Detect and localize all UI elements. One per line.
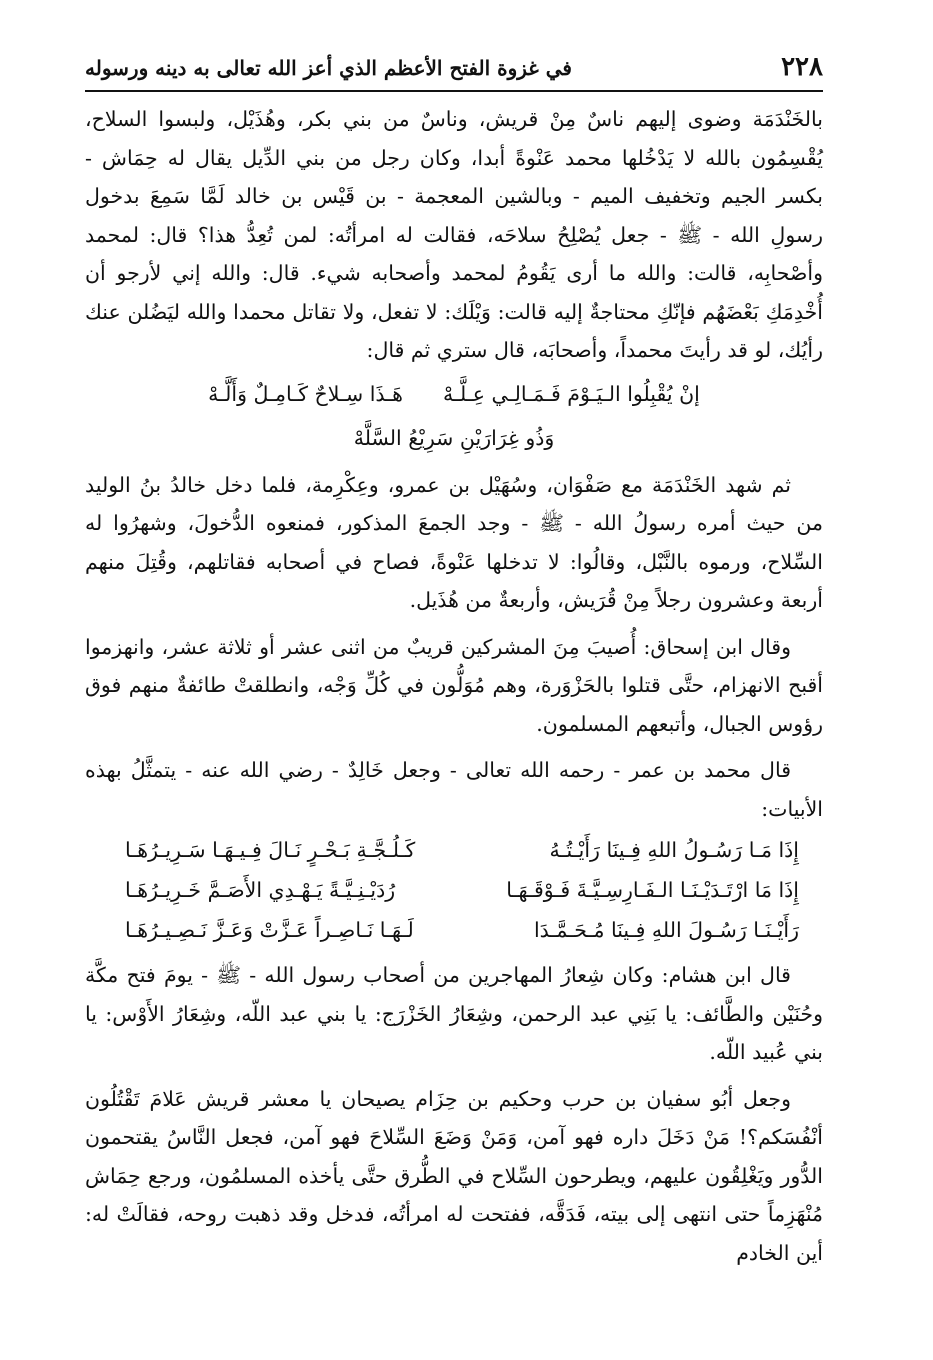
- verse-single-line: وَذُو غِرَارَيْنِ سَرِيْعُ السَّلَّهْ: [353, 425, 555, 450]
- page-body: [85, 100, 823, 1272]
- poem-hemistich-a: إِذَا مَا ارْتَـدَيْـنَـا الـفَـارِسِـيَّـةَ فَـوْقَـهَـا: [506, 878, 799, 902]
- poem-verse: [125, 870, 799, 910]
- paragraph-6: وجعل أبُو سفيان بن حرب وحكيم بن حِزَام يصيحان يا معشر قريش عَلامَ تَقْتُلُون أنْفُسَكم؟! مَنْ دَخَلَ داره فهو آمن، وَمَنْ وَضَعَ السِّلاحَ فهو آمن، فجعل النَّاسُ يقتحمون الدُّور ويَغْلِقُون عليهم، ويطرحون السِّلاح في الطُّرق حتَّى يأخذه المسلمُون، ورجع حِمَاش مُنْهَزِماً حتى انتهى إلى بيته، فَدَقَّه، ففتحت له امرأتُه، فدخل وقد ذهبت روحه، فقالَتْ له: أين الخادم: [85, 1086, 823, 1265]
- poem-hemistich-b: لَـهَـا نَـاصِـراً عَـزَّتْ وَعَـزَّ نَـصِـيـرُهَـا: [125, 918, 414, 942]
- poem-hemistich-a: رَأَيْـنَـا رَسُـولَ اللهِ فِـينَا مُـحَـمَّـدَا: [533, 918, 799, 942]
- paragraph-5: قال ابن هشام: وكان شِعارُ المهاجرين من أصحاب رسول الله - ﷺ - يومَ فتح مكَّة وحُنَيْن والطَّائف: يا بَنِي عبد الرحمن، وشِعَارُ الخَزْرَج: يا بني عبد اللّه، وشِعَارُ الأَوْس: يا بني عُبيد اللّه.: [85, 963, 823, 1064]
- paragraph-1: بالخَنْدَمَة وضوى إليهم ناسٌ مِنْ قريش، وناسٌ من بني بكر، وهُذَيْل، ولبسوا السلاح، يُقْسِمُون بالله لا يَدْخُلها محمد عَنْوةً أبدا، وكان رجل من بني الدِّيل يقال له حِمَاش - بكسر الجيم وتخفيف الميم - وبالشين المعجمة - بن قَيْس بن خالد لَمَّا سَمِعَ بدخول رسولِ الله - ﷺ - جعل يُصْلِحُ سلاحَه، فقالت له امرأتُه: لمن تُعِدُّ هذا؟ قال: لمحمد وأصْحابِه، قالت: والله ما أرى يَقُومُ لمحمد وأصحابه شيء. قال: والله إني لأرجو أن أُخْدِمَكِ بَعْضَهُم فإنّكِ محتاجةٌ إليه قالت: وَيْلَك: لا تفعل، ولا تقاتل محمدا والله ليَضُلن عنك رأيُك، لو قد رأيتَ محمداً، وأصحابَه، قال ستري ثم قال:: [85, 107, 823, 362]
- verse-hemistich-b: هَـذَا سِـلاحٌ كَـامِـلٌ وَأَلَّـهْ: [208, 381, 403, 406]
- running-title: في غزوة الفتح الأعظم الذي أعز الله تعالى به دينه ورسوله: [85, 56, 572, 80]
- verse-line-1: [85, 374, 823, 414]
- page-number: ٢٢٨: [781, 52, 823, 82]
- page-header: [85, 52, 823, 92]
- poem-verse: [125, 910, 799, 950]
- paragraph-3: وقال ابن إسحاق: أُصيبَ مِنَ المشركين قريبٌ من اثنى عشر أو ثلاثة عشر، وانهزموا أقبح الانهزام، حتَّى قتلوا بالحَزْوَرة، وهم مُوَلُّون في كُلِّ وَجْه، وانطلقتْ طائفةٌ منهم فوق رؤوس الجبال، وأتبعهم المسلمون.: [85, 634, 823, 736]
- paragraph-4: قال محمد بن عمر - رحمه الله تعالى - وجعل خَالِدٌ - رضي الله عنه - يتمثَّلُ بهذه الأبيات:: [85, 758, 823, 821]
- poem-verse: [125, 830, 799, 870]
- verse-line-2: [85, 418, 823, 458]
- verse-hemistich-a: إنْ يُقْبِلُوا الـيَـوْمَ فَـمَـالِـي عِـلَّـهْ: [443, 381, 700, 406]
- poem-hemistich-a: إِذَا مَـا رَسُـولُ اللهِ فِـينَا رَأَيْـتُـهُ: [549, 838, 799, 862]
- paragraph-2: ثم شهد الخَنْدَمَة مع صَفْوَان، وسُهَيْل بن عمرو، وعِكْرِمة، فلما دخل خالدُ بنُ الوليد من حيث أمره رسولُ الله - ﷺ - وجد الجمعَ المذكور، فمنعوه الدُّخولَ، وشهرُوا له السِّلاح، ورموه بالنَّبْل، وقالُوا: لا تدخلها عَنْوةً، فصاح في أصحابه فقاتلهم، وقُتِلَ منهم أربعة وعشرون رجلاً مِنْ قُرَيش، وأربعةٌ من هُذَيل.: [85, 472, 823, 612]
- poem-hemistich-b: رُدَيْـنِـيَّـةً يَـهْـدِي الأَصَـمَّ خَـرِيـرُهَـا: [125, 878, 396, 902]
- poem-hemistich-b: كَـلُـجَّـةِ بَـحْـرٍ نَـالَ فِـيـهَـا سَـرِيـرُهَـا: [125, 838, 416, 862]
- poem-block: [85, 830, 823, 950]
